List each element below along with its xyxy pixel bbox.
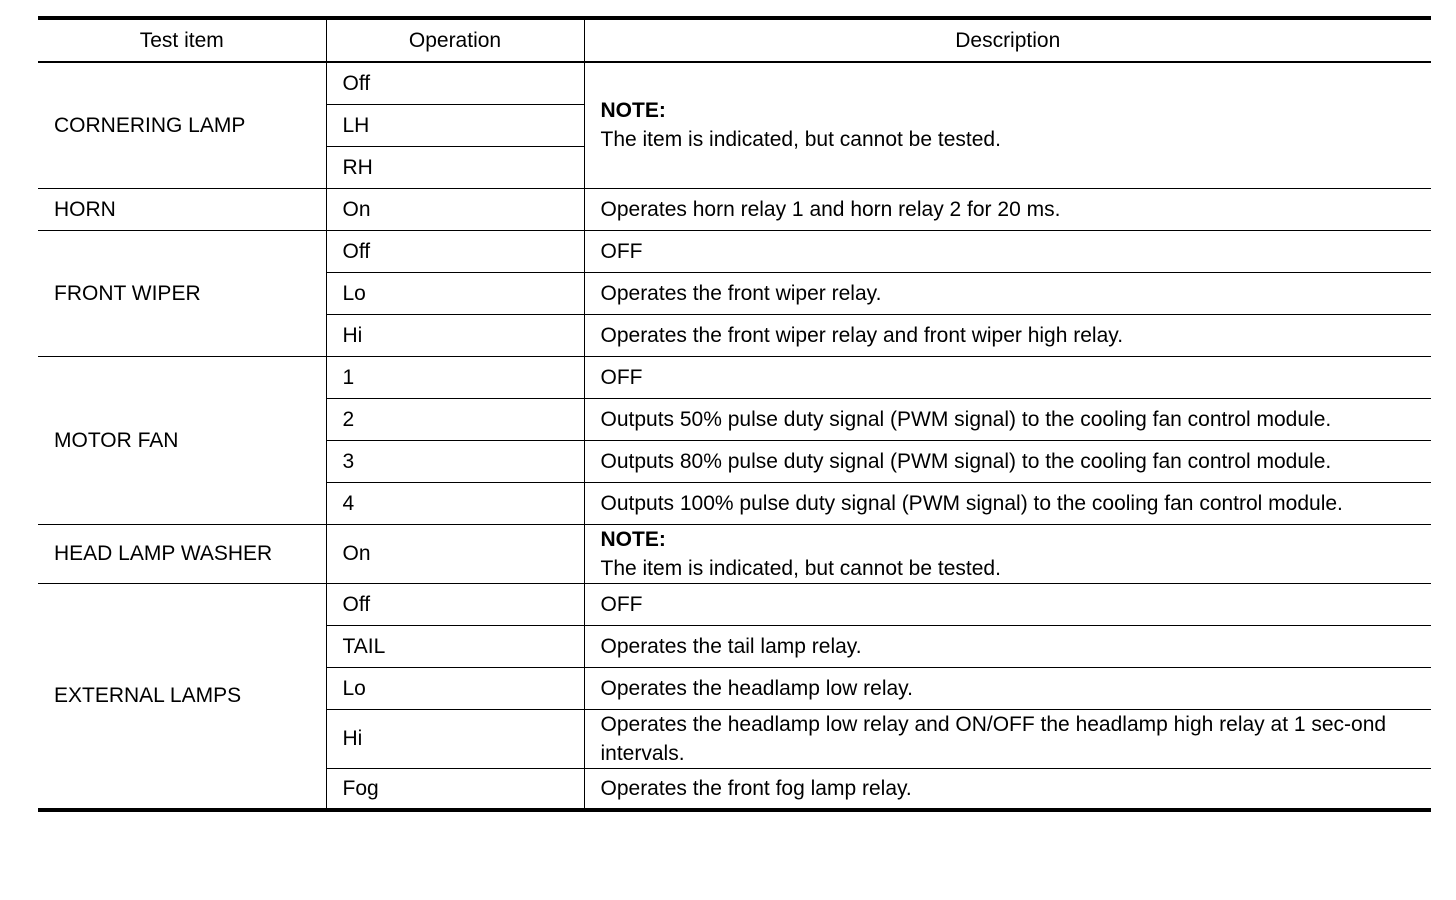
operation-cell: Off bbox=[326, 62, 584, 104]
table-row bbox=[38, 583, 1431, 625]
header-test-item: Test item bbox=[38, 18, 326, 62]
operation-cell: 4 bbox=[326, 482, 584, 524]
description-cell: Outputs 80% pulse duty signal (PWM signal) to the cooling fan control module. bbox=[584, 440, 1431, 482]
operation-cell: TAIL bbox=[326, 625, 584, 667]
description-note-cell bbox=[584, 62, 1431, 188]
note-text: The item is indicated, but cannot be tested. bbox=[600, 556, 1001, 580]
operation-cell: Fog bbox=[326, 768, 584, 810]
test-item-cell: EXTERNAL LAMPS bbox=[38, 583, 326, 810]
operation-cell: Hi bbox=[326, 709, 584, 768]
table-row bbox=[38, 230, 1431, 272]
operation-cell: Lo bbox=[326, 667, 584, 709]
description-cell: Operates the headlamp low relay and ON/OFF the headlamp high relay at 1 sec-ond intervals. bbox=[584, 709, 1431, 768]
operation-cell: On bbox=[326, 188, 584, 230]
operation-cell: LH bbox=[326, 104, 584, 146]
description-cell: OFF bbox=[584, 356, 1431, 398]
description-cell: Outputs 100% pulse duty signal (PWM signal) to the cooling fan control module. bbox=[584, 482, 1431, 524]
description-cell: Operates the front wiper relay. bbox=[584, 272, 1431, 314]
operation-cell: Off bbox=[326, 230, 584, 272]
operation-cell: Off bbox=[326, 583, 584, 625]
table-row bbox=[38, 356, 1431, 398]
table-row bbox=[38, 62, 1431, 104]
operation-cell: On bbox=[326, 524, 584, 583]
operation-cell: 3 bbox=[326, 440, 584, 482]
table-row bbox=[38, 524, 1431, 583]
operation-cell: Hi bbox=[326, 314, 584, 356]
operation-cell: 1 bbox=[326, 356, 584, 398]
description-cell: Operates the tail lamp relay. bbox=[584, 625, 1431, 667]
description-cell: Operates horn relay 1 and horn relay 2 for 20 ms. bbox=[584, 188, 1431, 230]
operation-cell: Lo bbox=[326, 272, 584, 314]
test-item-cell: HEAD LAMP WASHER bbox=[38, 524, 326, 583]
header-description: Description bbox=[584, 18, 1431, 62]
test-item-table bbox=[38, 16, 1431, 812]
description-cell: OFF bbox=[584, 583, 1431, 625]
description-cell: Outputs 50% pulse duty signal (PWM signal) to the cooling fan control module. bbox=[584, 398, 1431, 440]
table-row bbox=[38, 188, 1431, 230]
description-cell: Operates the front fog lamp relay. bbox=[584, 768, 1431, 810]
description-note-cell bbox=[584, 524, 1431, 583]
description-cell: Operates the front wiper relay and front wiper high relay. bbox=[584, 314, 1431, 356]
operation-cell: RH bbox=[326, 146, 584, 188]
operation-cell: 2 bbox=[326, 398, 584, 440]
test-item-cell: FRONT WIPER bbox=[38, 230, 326, 356]
note-label: NOTE: bbox=[600, 527, 666, 551]
test-item-cell: MOTOR FAN bbox=[38, 356, 326, 524]
description-cell: OFF bbox=[584, 230, 1431, 272]
table-header-row bbox=[38, 18, 1431, 62]
header-operation: Operation bbox=[326, 18, 584, 62]
description-cell: Operates the headlamp low relay. bbox=[584, 667, 1431, 709]
note-text: The item is indicated, but cannot be tested. bbox=[600, 128, 1001, 152]
test-item-cell: HORN bbox=[38, 188, 326, 230]
test-item-cell: CORNERING LAMP bbox=[38, 62, 326, 188]
note-label: NOTE: bbox=[600, 99, 666, 123]
